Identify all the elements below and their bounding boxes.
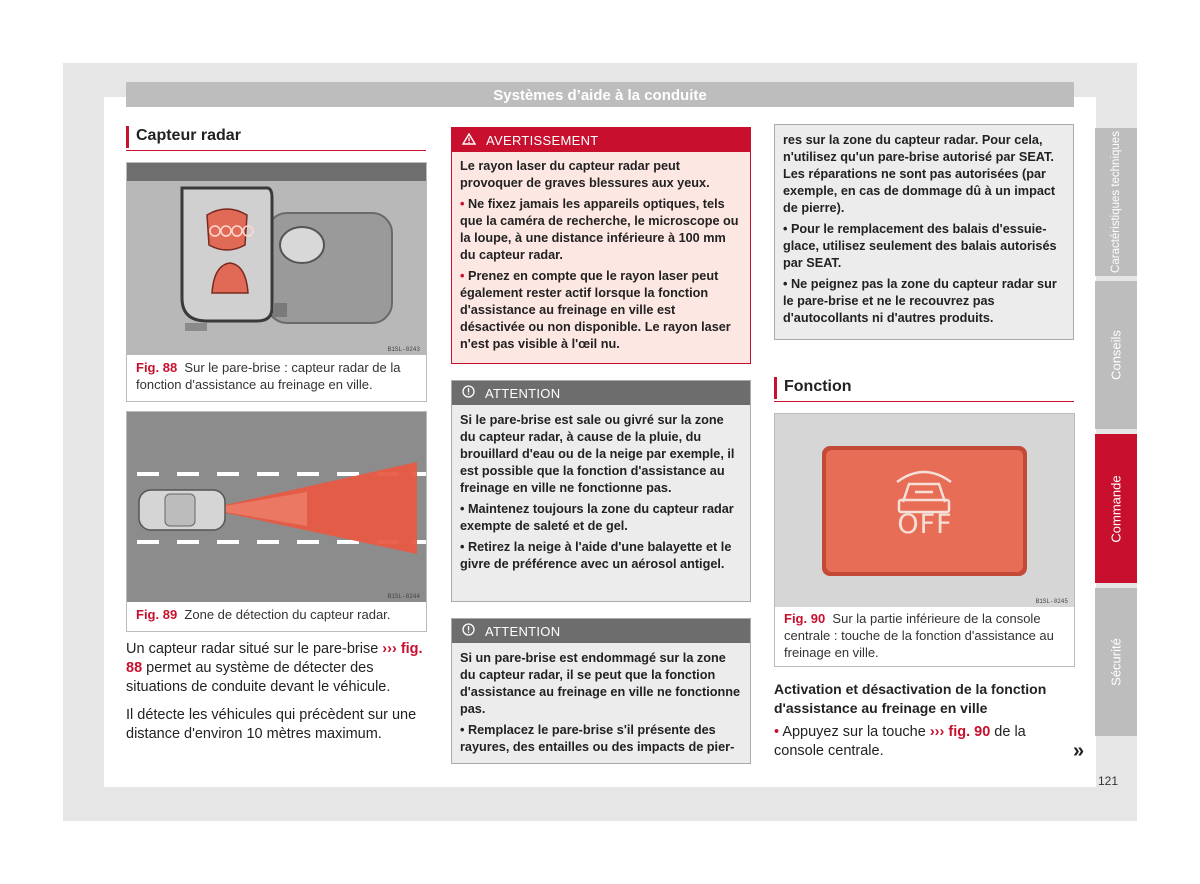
- tab-securite[interactable]: [1095, 588, 1137, 736]
- tab-label: Commande: [1108, 474, 1124, 543]
- activation-heading: Activation et désactivation de la fonction d'assistance au freinage en ville: [774, 681, 1047, 716]
- warning-triangle-icon: [462, 128, 476, 153]
- attention2-cont-bullet-2: • Ne peignez pas la zone du capteur radar sur le pare-brise et ne le recouvrez pas d'autocollants ni d'autres produits.: [783, 277, 1057, 325]
- attention2-cont-bullet-2-text: Ne peignez pas la zone du capteur radar sur le pare-brise et ne le recouvrez pas d'autocollants ni d'autres produits.: [783, 277, 1057, 325]
- figure-89-code: B1SL-0244: [387, 593, 420, 600]
- activation-step: [774, 723, 1066, 761]
- section-title-text: Capteur radar: [136, 127, 241, 144]
- intro-text: Un capteur radar situé sur le pare-brise: [126, 641, 379, 657]
- figure-89-caption: [136, 606, 418, 623]
- warning-content: [452, 152, 750, 353]
- intro-paragraph-2: Il détecte les véhicules qui précèdent sur une distance d'environ 10 mètres maximum.: [126, 707, 417, 742]
- figure-90-label: Fig. 90: [784, 611, 826, 626]
- figure-90-image: [775, 414, 1074, 607]
- off-button-label: OFF: [897, 509, 953, 540]
- page-number: 121: [1098, 774, 1119, 788]
- figure-90: [774, 413, 1075, 667]
- attention-header-2: [452, 619, 750, 643]
- section-title-text: Fonction: [784, 378, 852, 395]
- figure-88-caption: [136, 359, 418, 393]
- figure-89: [126, 411, 427, 632]
- warning-box: [451, 127, 751, 364]
- tab-conseils[interactable]: [1095, 281, 1137, 429]
- section-title-marker: [126, 126, 129, 148]
- figure-90-caption: [784, 610, 1066, 661]
- attention-title-1: ATTENTION: [485, 386, 561, 401]
- figure-88-code: B1SL-0243: [387, 346, 420, 353]
- warning-paragraph: Le rayon laser du capteur radar peut provoquer de graves blessures aux yeux.: [460, 159, 710, 190]
- figure-88-image: [127, 163, 426, 355]
- figure-89-text: Zone de détection du capteur radar.: [184, 607, 391, 622]
- tab-label: Conseils: [1108, 330, 1124, 380]
- warning-bullet-2: • Prenez en compte que le rayon laser peut également rester actif lorsque la fonction d'assistance au freinage en ville est désactivée ou non disponible. Le rayon laser n'est pas visible à l'œil nu.: [460, 269, 731, 351]
- exclamation-circle-icon: [462, 381, 475, 406]
- section-rule: [126, 150, 426, 151]
- radar-sensor-illustration: [127, 163, 426, 355]
- attention1-paragraph: Si le pare-brise est sale ou givré sur la zone du capteur radar, à cause de la pluie, du brouillard d'eau ou de la neige par exemple, il est possible que la fonction d'assistance au freinage en ville ne fonctionne pas.: [460, 413, 735, 495]
- tab-commande[interactable]: [1095, 434, 1137, 583]
- figure-88-text: Sur le pare-brise : capteur radar de la fonction d'assistance au freinage en ville.: [136, 360, 401, 392]
- tab-label: Caractéristiques techniques: [1110, 131, 1122, 273]
- attention-header-1: [452, 381, 750, 405]
- fig-88-link[interactable]: fig. 88: [126, 641, 423, 676]
- radar-detection-zone-illustration: [127, 412, 426, 602]
- chapter-header: Systèmes d’aide à la conduite: [126, 82, 1074, 107]
- attention2-cont-paragraph: res sur la zone du capteur radar. Pour cela, n'utilisez qu'un pare-brise autorisé par SEAT. Les réparations ne sont pas autorisées (par exemple, en cas de dommage dû à un impact de pierre).: [783, 133, 1056, 215]
- attention-content-1: [452, 405, 750, 573]
- warning-title: AVERTISSEMENT: [486, 133, 599, 148]
- figure-88: [126, 162, 427, 402]
- warning-bullet-1: • Ne fixez jamais les appareils optiques, tels que la caméra de recherche, le microscope ou la loupe, à une distance inférieure à 100 mm du capteur radar.: [460, 197, 739, 262]
- attention2-bullet-1-text: Remplacez le pare-brise s'il présente des rayures, des entailles ou des impacts de pier-: [460, 723, 735, 754]
- figure-89-image: [127, 412, 426, 602]
- attention2-paragraph: Si un pare-brise est endommagé sur la zone du capteur radar, il se peut que la fonction d'assistance au freinage en ville ne fonctionne pas.: [460, 651, 741, 716]
- activation-step-text: Appuyez sur la touche: [782, 724, 926, 740]
- attention-continued-content: [775, 125, 1073, 327]
- tab-caracteristiques-techniques[interactable]: [1095, 128, 1137, 276]
- figure-88-label: Fig. 88: [136, 360, 178, 375]
- section-title-capteur-radar: [126, 126, 426, 148]
- exclamation-circle-icon: [462, 619, 475, 644]
- figure-90-code: B1SL-0245: [1035, 598, 1068, 605]
- attention1-bullet-2-text: Retirez la neige à l'aide d'une balayette et le givre de préférence avec un aérosol antigel.: [460, 540, 732, 571]
- fig-90-link[interactable]: fig. 90: [948, 724, 991, 740]
- attention2-cont-bullet-1-text: Pour le remplacement des balais d'essuie-glace, utilisez seulement des balais autorisés par SEAT.: [783, 222, 1057, 270]
- continue-mark: »: [1073, 740, 1085, 762]
- attention-box-1: [451, 380, 751, 602]
- attention2-bullet-1: • Remplacez le pare-brise s'il présente des rayures, des entailles ou des impacts de pier-: [460, 723, 735, 754]
- xref-arrow: ›››: [929, 724, 945, 740]
- intro-paragraph-1: [126, 640, 426, 697]
- attention1-bullet-2: • Retirez la neige à l'aide d'une balayette et le givre de préférence avec un aérosol antigel.: [460, 540, 732, 571]
- section-title-marker: [774, 377, 777, 399]
- section-rule: [774, 401, 1074, 402]
- warning-bullet-1-text: Ne fixez jamais les appareils optiques, tels que la caméra de recherche, le microscope ou la loupe, à une distance inférieure à 100 mm du capteur radar.: [460, 197, 739, 262]
- bullet-dot: •: [774, 724, 780, 740]
- attention2-cont-bullet-1: • Pour le remplacement des balais d'essuie-glace, utilisez seulement des balais autorisés par SEAT.: [783, 222, 1057, 270]
- attention1-bullet-1-text: Maintenez toujours la zone du capteur radar exempte de saleté et de gel.: [460, 502, 734, 533]
- figure-89-label: Fig. 89: [136, 607, 178, 622]
- xref-arrow: ›››: [382, 641, 397, 657]
- attention-title-2: ATTENTION: [485, 624, 561, 639]
- figure-90-text: Sur la partie inférieure de la console centrale : touche de la fonction d'assistance au freinage en ville.: [784, 611, 1054, 660]
- attention-box-2-continued: [774, 124, 1074, 340]
- section-title-fonction: [774, 377, 1074, 399]
- tab-label: Sécurité: [1108, 638, 1124, 686]
- attention-box-2: [451, 618, 751, 764]
- warning-bullet-2-text: Prenez en compte que le rayon laser peut également rester actif lorsque la fonction d'assistance au freinage en ville est désactivée ou non disponible. Le rayon laser n'est pas visible à l'œil nu.: [460, 269, 731, 351]
- attention1-bullet-1: • Maintenez toujours la zone du capteur radar exempte de saleté et de gel.: [460, 502, 734, 533]
- attention-content-2: [452, 643, 750, 756]
- intro-text-cont: permet au système de détecter des situations de conduite devant le véhicule.: [126, 660, 391, 695]
- activation-step-text-cont: de la console centrale.: [774, 724, 1026, 759]
- warning-header: [452, 128, 750, 152]
